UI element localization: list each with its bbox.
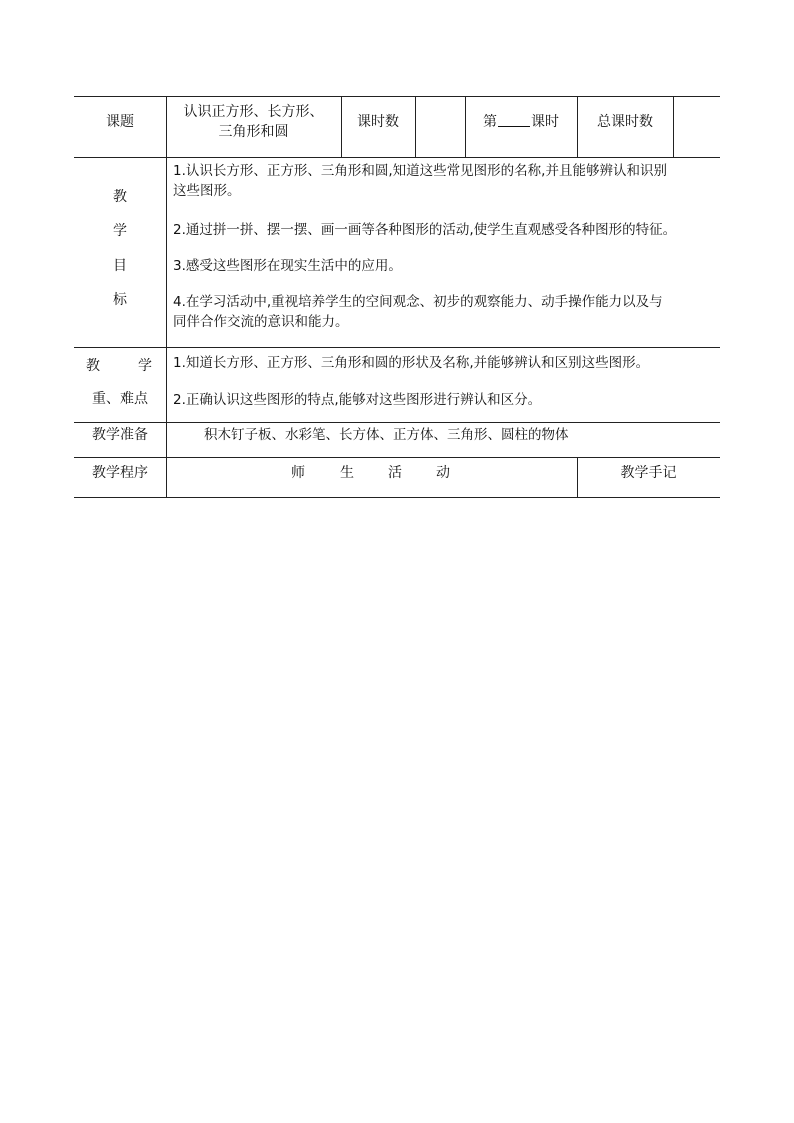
topic-value-line1: 认识正方形、长方形、: [183, 104, 324, 120]
goal-item-1-line2: 这些图形。: [173, 183, 241, 199]
lesson-number-blank: [498, 112, 530, 127]
keypoint-item-2: 2.正确认识这些图形的特点,能够对这些图形进行辨认和区分。: [173, 392, 542, 408]
goal-item-2-line1: 2.通过拼一拼、摆一摆、画一画等各种图形的活动,使学生直观感受各种图形的特征。: [173, 222, 677, 238]
goal-item-1-line1: 1.认识长方形、正方形、三角形和圆,知道这些常见图形的名称,并且能够辨认和识别: [173, 163, 667, 179]
table-border-bottom: [74, 497, 720, 498]
lesson-number-suffix: 课时: [531, 114, 559, 130]
column-divider-total-label: [673, 96, 674, 157]
goals-label-char-1: 教: [113, 189, 127, 205]
total-lessons-label: 总课时数: [597, 114, 653, 130]
lesson-number-prefix: 第: [483, 114, 497, 130]
keypoint-item-1: 1.知道长方形、正方形、三角形和圆的形状及名称,并能够辨认和区别这些图形。: [173, 355, 650, 371]
row-divider-preparation: [74, 457, 720, 458]
goal-item-4: [173, 292, 718, 332]
goals-label-char-2: 学: [113, 223, 127, 239]
goal-item-2: [173, 220, 718, 240]
activity-char-4: 动: [436, 465, 450, 481]
table-border-top: [74, 96, 720, 97]
lesson-number: [465, 112, 577, 132]
keypoints-label-char-2: 学: [138, 358, 152, 374]
column-divider-count-label: [415, 96, 416, 157]
column-divider-label: [166, 96, 167, 497]
row-divider-goals: [74, 347, 720, 348]
row-divider-header: [74, 157, 720, 158]
goal-item-4-line1: 4.在学习活动中,重视培养学生的空间观念、初步的观察能力、动手操作能力以及与: [173, 294, 663, 310]
goal-item-3-line1: 3.感受这些图形在现实生活中的应用。: [173, 258, 402, 274]
preparation-value: 积木钉子板、水彩笔、长方体、正方体、三角形、圆柱的物体: [204, 427, 569, 443]
keypoints-label-line2: 重、难点: [92, 391, 148, 407]
keypoints-label-char-1: 教: [86, 358, 100, 374]
goal-item-3: [173, 256, 718, 276]
topic-value: [166, 102, 341, 142]
activity-char-2: 生: [340, 465, 354, 481]
activity-char-3: 活: [388, 465, 402, 481]
goals-label-char-4: 标: [113, 292, 127, 308]
topic-value-line2: 三角形和圆: [218, 124, 289, 140]
activity-char-1: 师: [291, 465, 305, 481]
topic-label: 课题: [106, 114, 134, 130]
goals-label-char-3: 目: [113, 258, 127, 274]
preparation-label: 教学准备: [92, 427, 148, 443]
goal-item-1: [173, 161, 718, 201]
goal-item-4-line2: 同伴合作交流的意识和能力。: [173, 314, 349, 330]
procedure-label: 教学程序: [92, 465, 148, 481]
notes-label: 教学手记: [620, 465, 677, 481]
lesson-count-label: 课时数: [357, 114, 399, 130]
row-divider-keypoints: [74, 422, 720, 423]
